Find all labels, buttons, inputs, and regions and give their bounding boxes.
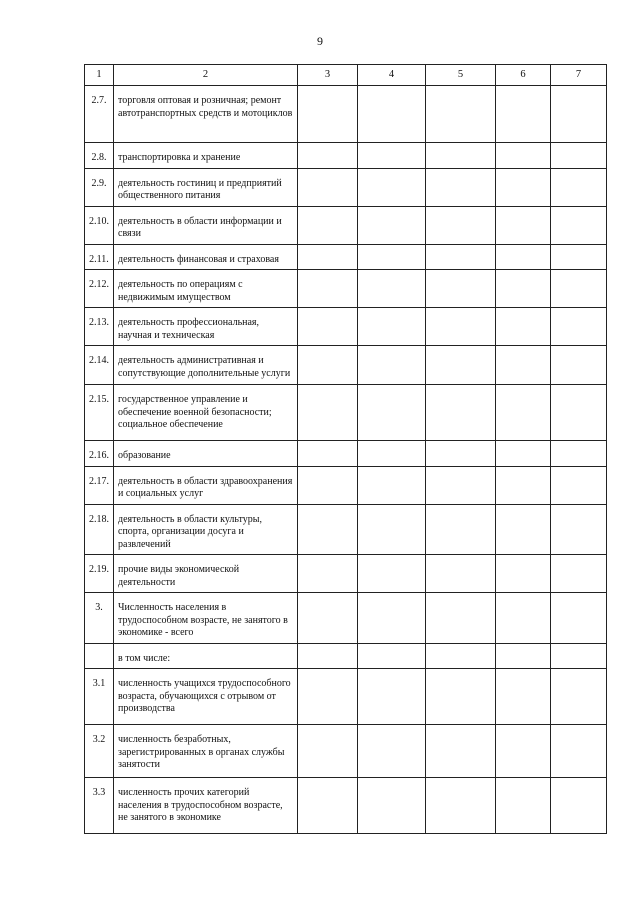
value-cell-col-3 — [298, 86, 358, 143]
value-cell-col-3 — [298, 725, 358, 778]
column-header-1: 1 — [85, 65, 114, 86]
column-header-2: 2 — [114, 65, 298, 86]
value-cell-col-3 — [298, 504, 358, 555]
value-cell-col-7 — [551, 466, 607, 504]
row-label: деятельность по операциям с недвижимым имуществом — [114, 270, 298, 308]
row-label: численность безработных, зарегистрированных в органах службы занятости — [114, 725, 298, 778]
row-number: 2.19. — [85, 555, 114, 593]
value-cell-col-3 — [298, 308, 358, 346]
value-cell-col-5 — [426, 346, 496, 385]
row-label: деятельность профессиональная, научная и техническая — [114, 308, 298, 346]
value-cell-col-5 — [426, 206, 496, 244]
value-cell-col-4 — [358, 168, 426, 206]
value-cell-col-5 — [426, 504, 496, 555]
value-cell-col-4 — [358, 244, 426, 270]
value-cell-col-5 — [426, 643, 496, 669]
row-label: деятельность в области культуры, спорта, организации досуга и развлечений — [114, 504, 298, 555]
table-row — [85, 555, 607, 593]
row-label: в том числе: — [114, 643, 298, 669]
row-number: 3.1 — [85, 669, 114, 725]
value-cell-col-4 — [358, 143, 426, 169]
value-cell-col-7 — [551, 669, 607, 725]
row-label: транспортировка и хранение — [114, 143, 298, 169]
value-cell-col-7 — [551, 385, 607, 441]
row-number: 2.14. — [85, 346, 114, 385]
row-label: торговля оптовая и розничная; ремонт автотранспортных средств и мотоциклов — [114, 86, 298, 143]
table-row — [85, 504, 607, 555]
value-cell-col-6 — [496, 778, 551, 834]
value-cell-col-6 — [496, 385, 551, 441]
table-row — [85, 466, 607, 504]
row-label: численность учащихся трудоспособного возраста, обучающихся с отрывом от производства — [114, 669, 298, 725]
value-cell-col-3 — [298, 143, 358, 169]
data-table — [84, 64, 607, 834]
value-cell-col-3 — [298, 206, 358, 244]
row-number: 3.3 — [85, 778, 114, 834]
value-cell-col-4 — [358, 86, 426, 143]
value-cell-col-4 — [358, 504, 426, 555]
value-cell-col-5 — [426, 555, 496, 593]
value-cell-col-5 — [426, 385, 496, 441]
value-cell-col-6 — [496, 504, 551, 555]
value-cell-col-5 — [426, 778, 496, 834]
row-label: численность прочих категорий населения в трудоспособном возрасте, не занятого в экономике — [114, 778, 298, 834]
table-row — [85, 143, 607, 169]
table-row — [85, 441, 607, 467]
value-cell-col-4 — [358, 778, 426, 834]
row-number: 3. — [85, 593, 114, 644]
value-cell-col-5 — [426, 466, 496, 504]
row-label: деятельность финансовая и страховая — [114, 244, 298, 270]
value-cell-col-4 — [358, 206, 426, 244]
header-row — [85, 65, 607, 86]
value-cell-col-3 — [298, 346, 358, 385]
value-cell-col-4 — [358, 385, 426, 441]
value-cell-col-7 — [551, 643, 607, 669]
value-cell-col-5 — [426, 168, 496, 206]
row-label: прочие виды экономической деятельности — [114, 555, 298, 593]
value-cell-col-4 — [358, 725, 426, 778]
value-cell-col-5 — [426, 669, 496, 725]
value-cell-col-3 — [298, 593, 358, 644]
value-cell-col-6 — [496, 244, 551, 270]
table-row — [85, 725, 607, 778]
value-cell-col-7 — [551, 143, 607, 169]
table-row — [85, 206, 607, 244]
value-cell-col-3 — [298, 643, 358, 669]
value-cell-col-7 — [551, 86, 607, 143]
value-cell-col-3 — [298, 168, 358, 206]
value-cell-col-7 — [551, 206, 607, 244]
value-cell-col-6 — [496, 346, 551, 385]
row-number: 2.13. — [85, 308, 114, 346]
value-cell-col-5 — [426, 593, 496, 644]
column-header-6: 6 — [496, 65, 551, 86]
row-label: Численность населения в трудоспособном возрасте, не занятого в экономике - всего — [114, 593, 298, 644]
row-number — [85, 643, 114, 669]
table-row — [85, 86, 607, 143]
value-cell-col-7 — [551, 308, 607, 346]
value-cell-col-4 — [358, 669, 426, 725]
value-cell-col-6 — [496, 308, 551, 346]
value-cell-col-6 — [496, 86, 551, 143]
value-cell-col-6 — [496, 206, 551, 244]
value-cell-col-4 — [358, 593, 426, 644]
row-label: деятельность гостиниц и предприятий общественного питания — [114, 168, 298, 206]
value-cell-col-4 — [358, 346, 426, 385]
table-body — [85, 86, 607, 834]
value-cell-col-6 — [496, 466, 551, 504]
value-cell-col-6 — [496, 593, 551, 644]
value-cell-col-7 — [551, 441, 607, 467]
value-cell-col-5 — [426, 441, 496, 467]
value-cell-col-5 — [426, 86, 496, 143]
value-cell-col-7 — [551, 346, 607, 385]
value-cell-col-7 — [551, 593, 607, 644]
value-cell-col-7 — [551, 504, 607, 555]
value-cell-col-5 — [426, 308, 496, 346]
row-number: 2.12. — [85, 270, 114, 308]
value-cell-col-6 — [496, 669, 551, 725]
value-cell-col-6 — [496, 270, 551, 308]
table-row — [85, 593, 607, 644]
value-cell-col-6 — [496, 555, 551, 593]
value-cell-col-7 — [551, 725, 607, 778]
row-label: деятельность в области здравоохранения и социальных услуг — [114, 466, 298, 504]
value-cell-col-3 — [298, 244, 358, 270]
value-cell-col-7 — [551, 778, 607, 834]
table-row — [85, 385, 607, 441]
row-number: 2.11. — [85, 244, 114, 270]
row-number: 2.8. — [85, 143, 114, 169]
table-row — [85, 270, 607, 308]
value-cell-col-5 — [426, 270, 496, 308]
value-cell-col-3 — [298, 555, 358, 593]
row-label: деятельность административная и сопутствующие дополнительные услуги — [114, 346, 298, 385]
value-cell-col-3 — [298, 441, 358, 467]
value-cell-col-3 — [298, 778, 358, 834]
value-cell-col-5 — [426, 725, 496, 778]
row-number: 2.10. — [85, 206, 114, 244]
table-row — [85, 244, 607, 270]
value-cell-col-5 — [426, 143, 496, 169]
value-cell-col-6 — [496, 643, 551, 669]
value-cell-col-4 — [358, 466, 426, 504]
value-cell-col-6 — [496, 441, 551, 467]
value-cell-col-6 — [496, 725, 551, 778]
value-cell-col-4 — [358, 643, 426, 669]
row-number: 2.17. — [85, 466, 114, 504]
value-cell-col-5 — [426, 244, 496, 270]
table-row — [85, 643, 607, 669]
value-cell-col-3 — [298, 466, 358, 504]
row-number: 2.9. — [85, 168, 114, 206]
value-cell-col-4 — [358, 308, 426, 346]
table-row — [85, 669, 607, 725]
value-cell-col-7 — [551, 244, 607, 270]
table-row — [85, 168, 607, 206]
row-number: 2.18. — [85, 504, 114, 555]
column-header-7: 7 — [551, 65, 607, 86]
value-cell-col-7 — [551, 555, 607, 593]
value-cell-col-6 — [496, 143, 551, 169]
column-header-3: 3 — [298, 65, 358, 86]
row-label: деятельность в области информации и связи — [114, 206, 298, 244]
row-number: 2.15. — [85, 385, 114, 441]
value-cell-col-7 — [551, 168, 607, 206]
row-number: 2.16. — [85, 441, 114, 467]
row-label: образование — [114, 441, 298, 467]
column-header-4: 4 — [358, 65, 426, 86]
value-cell-col-7 — [551, 270, 607, 308]
row-label: государственное управление и обеспечение военной безопасности; социальное обеспечение — [114, 385, 298, 441]
column-header-5: 5 — [426, 65, 496, 86]
value-cell-col-3 — [298, 385, 358, 441]
row-number: 2.7. — [85, 86, 114, 143]
table-row — [85, 308, 607, 346]
value-cell-col-4 — [358, 555, 426, 593]
table-row — [85, 346, 607, 385]
value-cell-col-4 — [358, 270, 426, 308]
table-row — [85, 778, 607, 834]
value-cell-col-6 — [496, 168, 551, 206]
row-number: 3.2 — [85, 725, 114, 778]
value-cell-col-4 — [358, 441, 426, 467]
page-number: 9 — [317, 34, 323, 48]
value-cell-col-3 — [298, 270, 358, 308]
value-cell-col-3 — [298, 669, 358, 725]
